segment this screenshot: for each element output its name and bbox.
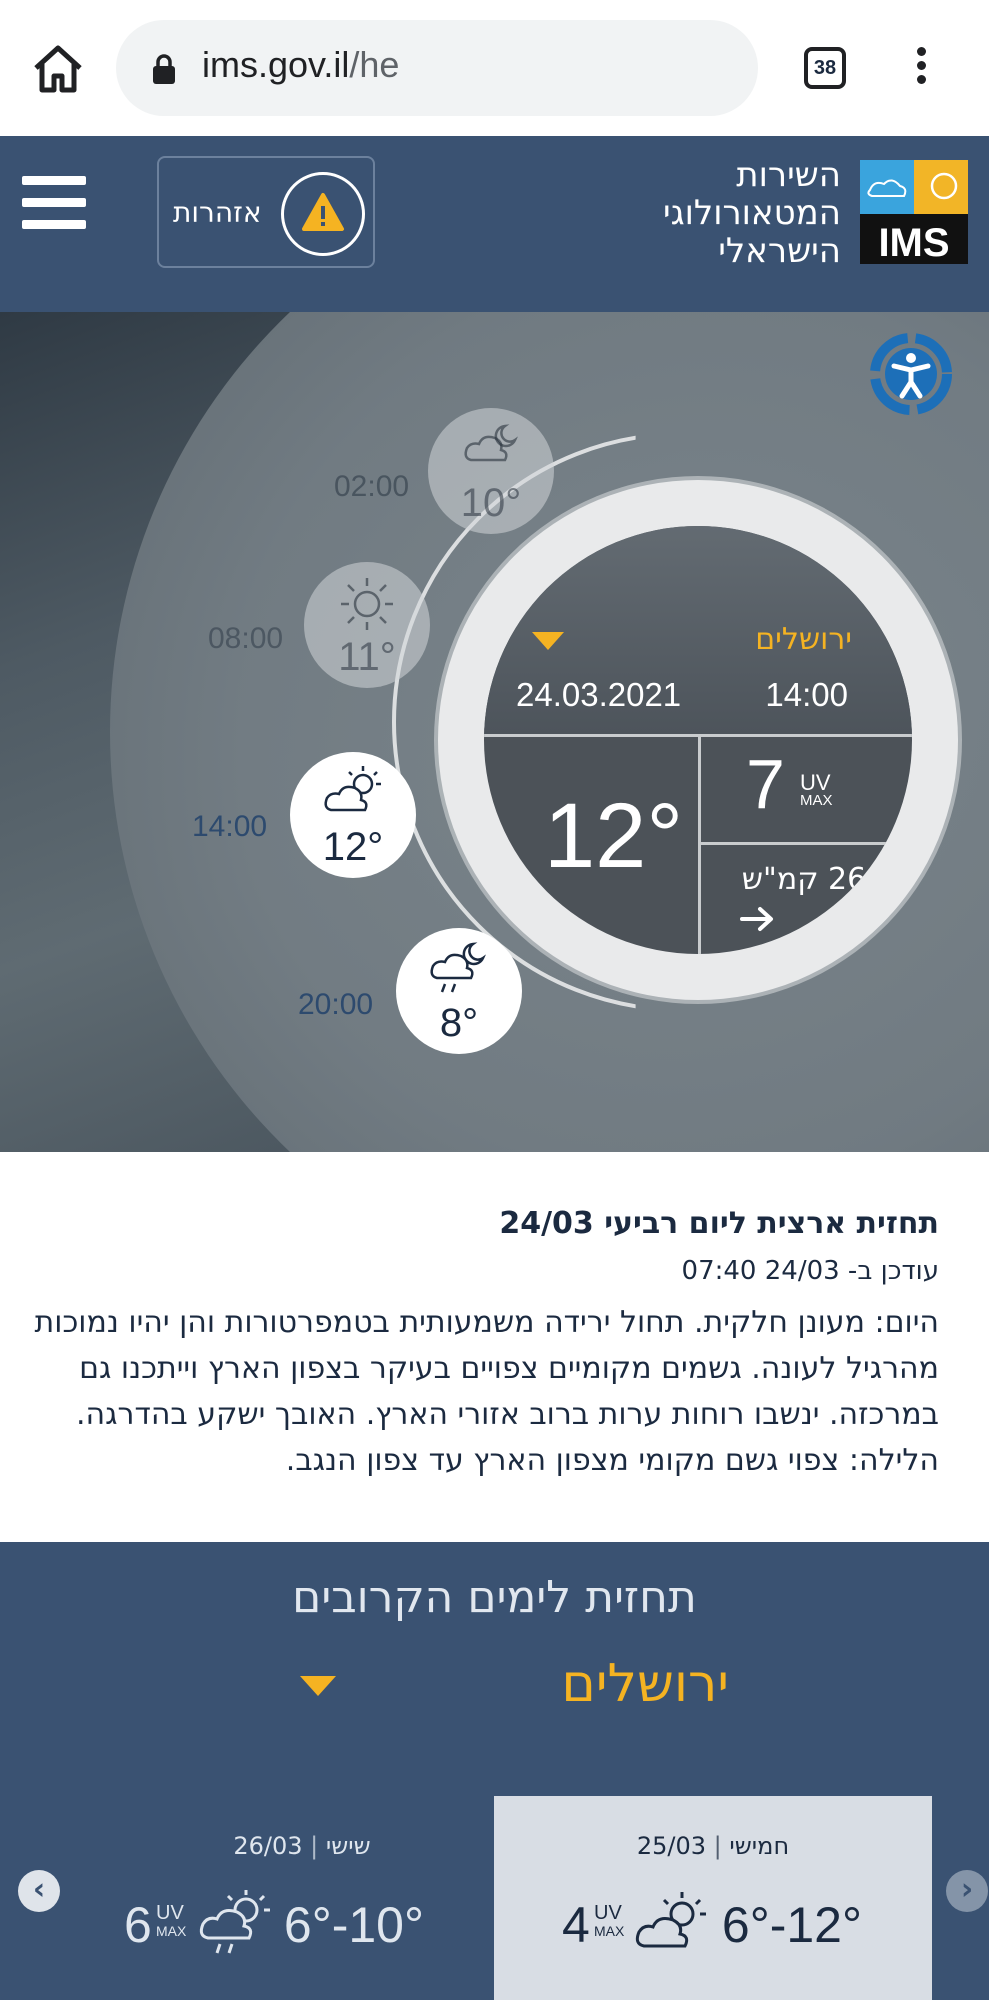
uv-sub-label: MAX: [594, 1923, 625, 1939]
site-name-line2: המטאורולוגי: [662, 193, 841, 233]
timeline-temp: 8°: [439, 1001, 479, 1045]
city-dropdown-icon[interactable]: [300, 1676, 336, 1696]
warning-icon: [281, 172, 365, 256]
home-icon[interactable]: [30, 40, 86, 96]
current-dial: [484, 526, 912, 954]
day-card-selected[interactable]: [494, 1796, 932, 2000]
timeline-temp: 11°: [338, 635, 396, 679]
dial-time: 14:00: [765, 676, 848, 713]
cloud-sun-rain-icon: [198, 1888, 274, 1960]
timeline-temp: 12°: [322, 825, 384, 869]
more-menu-icon[interactable]: [906, 44, 936, 92]
uv-label-text: UV: [594, 1902, 622, 1924]
next-days-button[interactable]: ›: [946, 1870, 988, 1912]
wind-direction-arrow-icon: [738, 904, 778, 934]
alerts-button[interactable]: [157, 156, 375, 268]
forecast-title: תחזית ארצית ליום רביעי 24/03: [499, 1206, 939, 1241]
uv-label: [156, 1904, 186, 1940]
timeline-temp: 10°: [460, 481, 522, 525]
city-dropdown-icon[interactable]: [532, 632, 564, 650]
day-name: חמישי: [729, 1832, 790, 1860]
timeline-bubble[interactable]: [428, 408, 554, 534]
day-card[interactable]: [110, 1796, 494, 2000]
ims-logo-text: IMS: [878, 221, 950, 264]
current-temperature: 12°: [544, 785, 684, 887]
timeline-bubble[interactable]: [304, 562, 430, 688]
lock-icon: [150, 54, 178, 84]
alerts-label: אזהרות: [173, 196, 262, 229]
next-days-city-select[interactable]: ירושלים: [561, 1654, 729, 1714]
site-name: [663, 156, 841, 270]
day-card-header: שישי | 26/03: [233, 1832, 371, 1860]
uv-sub-label: MAX: [800, 792, 833, 809]
timeline-hour: 08:00: [208, 622, 284, 655]
timeline-hour: 20:00: [298, 988, 374, 1021]
url-text: [202, 44, 399, 86]
temp-range: 6°-12°: [721, 1897, 862, 1953]
uv-value: 7: [746, 745, 785, 823]
day-date: 26/03: [233, 1832, 303, 1860]
url-path: /he: [349, 44, 400, 85]
timeline-hour: 14:00: [192, 810, 268, 843]
site-name-line1: השירות: [736, 155, 841, 195]
forecast-updated: עודכן ב- 24/03 07:40: [681, 1256, 939, 1286]
forecast-body: היום: מעונן חלקית. תחול ירידה משמעותית בטמפרטורות והן יהיו נמוכות מהרגיל לעונה. גשמים מקומיים צפויים בעיקר בצפון הארץ וייתכנו גם במרכזה. ינשבו רוחות ערות ברוב אזורי הארץ. האובך ישקע בהדרגה. הלילה: צפוי גשם מקומי מצפון הארץ עד צפון הנגב.: [34, 1305, 939, 1478]
divider: [700, 842, 912, 845]
day-card-header: חמישי | 25/03: [636, 1832, 790, 1860]
day-date: 25/03: [636, 1832, 707, 1860]
browser-toolbar: [0, 0, 989, 136]
cloud-moon-rain-icon: [429, 940, 489, 1000]
uv-value: 6: [124, 1897, 152, 1953]
timeline-hour: 02:00: [334, 470, 410, 503]
cloud-moon-icon: [461, 420, 521, 476]
sun-icon: [337, 574, 397, 634]
prev-days-button[interactable]: ‹: [18, 1870, 60, 1912]
cloud-sun-icon: [634, 1888, 710, 1960]
address-bar[interactable]: [116, 20, 758, 116]
url-host: ims.gov.il: [202, 44, 350, 85]
ims-logo[interactable]: [860, 160, 968, 264]
timeline-bubble-current[interactable]: [290, 752, 416, 878]
temp-range: 6°-10°: [283, 1897, 424, 1953]
uv-label-text: UV: [800, 770, 831, 795]
next-days-title: תחזית לימים הקרובים: [292, 1572, 697, 1623]
uv-label-text: UV: [156, 1902, 184, 1924]
site-header: [0, 136, 989, 312]
dial-date: 24.03.2021: [516, 676, 682, 713]
timeline-bubble[interactable]: [396, 928, 522, 1054]
cloud-sun-icon: [323, 764, 385, 820]
current-weather-panel: [0, 312, 989, 1152]
dial-city[interactable]: ירושלים: [755, 622, 852, 657]
tab-counter-button[interactable]: 38: [804, 47, 846, 89]
national-forecast: [0, 1152, 989, 1542]
next-days-forecast: [0, 1542, 989, 2000]
wind-speed: 26 קמ"ש: [741, 862, 867, 897]
uv-label: [594, 1904, 624, 1940]
accessibility-icon[interactable]: [868, 324, 954, 424]
uv-sub-label: MAX: [156, 1923, 187, 1939]
day-name: שישי: [325, 1832, 371, 1860]
uv-value: 4: [562, 1897, 590, 1953]
site-name-line3: הישראלי: [718, 231, 841, 271]
uv-label: [800, 770, 833, 810]
hamburger-menu-icon[interactable]: [22, 176, 86, 232]
